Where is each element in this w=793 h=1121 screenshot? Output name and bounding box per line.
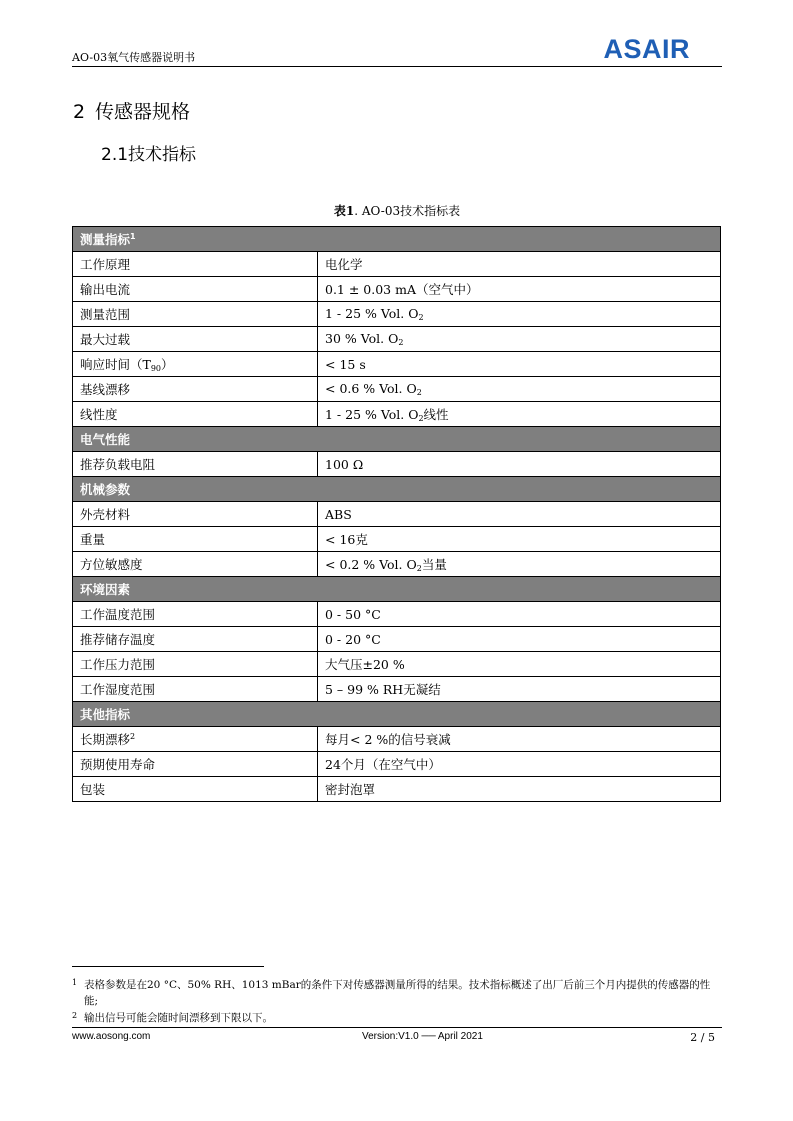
value-text: < 0.6 % Vol. O xyxy=(325,381,417,396)
table-row xyxy=(73,627,721,652)
value-text-end: 当量 xyxy=(421,557,447,572)
footnote-divider xyxy=(72,966,264,967)
label-text: 长期漂移 xyxy=(80,732,131,747)
table-section-header xyxy=(73,477,721,502)
table-caption-label: 表1 xyxy=(333,204,355,218)
row-label: 方位敏感度 xyxy=(73,552,318,577)
table-row xyxy=(73,727,721,752)
value-text-end: 线性 xyxy=(423,407,449,422)
footnote-1 xyxy=(72,977,722,1009)
document-title: AO-03氧气传感器说明书 xyxy=(72,51,196,64)
table-row xyxy=(73,527,721,552)
table-row xyxy=(73,327,721,352)
value-text: 1 - 25 % Vol. O xyxy=(325,306,419,321)
row-label: 重量 xyxy=(73,527,318,552)
footer-version: Version:V1.0 ── April 2021 xyxy=(362,1031,483,1042)
row-value: 0.1 ± 0.03 mA（空气中） xyxy=(318,277,721,302)
table-row xyxy=(73,277,721,302)
section-heading xyxy=(73,97,190,124)
header-divider xyxy=(72,66,722,67)
table-section-header xyxy=(73,702,721,727)
row-label: 基线漂移 xyxy=(73,377,318,402)
subscript: 90 xyxy=(150,364,162,373)
section-title-electrical: 电气性能 xyxy=(73,427,721,452)
row-label: 工作湿度范围 xyxy=(73,677,318,702)
footnote-ref-1: 1 xyxy=(130,231,136,241)
footnote-marker: 1 xyxy=(72,978,78,987)
row-label: 包装 xyxy=(73,777,318,802)
footer-website: www.aosong.com xyxy=(72,1031,151,1042)
table-row xyxy=(73,452,721,477)
row-label: 推荐储存温度 xyxy=(73,627,318,652)
row-label: 工作温度范围 xyxy=(73,602,318,627)
footnote-text: 输出信号可能会随时间漂移到下限以下。 xyxy=(84,1012,273,1024)
row-label: 最大过载 xyxy=(73,327,318,352)
footnote-ref-2: 2 xyxy=(130,731,136,741)
table-row xyxy=(73,352,721,377)
row-value: 100 Ω xyxy=(318,452,721,477)
subscript: 2 xyxy=(418,313,424,322)
table-section-header xyxy=(73,427,721,452)
table-row xyxy=(73,377,721,402)
row-value xyxy=(318,402,721,427)
row-value xyxy=(318,552,721,577)
label-text-end: ） xyxy=(161,357,174,372)
subscript: 2 xyxy=(416,388,422,397)
row-label: 工作原理 xyxy=(73,252,318,277)
footnote-marker: 2 xyxy=(72,1011,78,1020)
row-value: 大气压±20 % xyxy=(318,652,721,677)
row-label xyxy=(73,352,318,377)
row-value xyxy=(318,327,721,352)
row-label: 外壳材料 xyxy=(73,502,318,527)
section-title-environment: 环境因素 xyxy=(73,577,721,602)
section-title: 传感器规格 xyxy=(95,101,191,123)
row-label: 推荐负载电阻 xyxy=(73,452,318,477)
section-title-mechanical: 机械参数 xyxy=(73,477,721,502)
row-value: 0 - 50 °C xyxy=(318,602,721,627)
subscript: 2 xyxy=(418,414,424,423)
table-row xyxy=(73,502,721,527)
table-row xyxy=(73,652,721,677)
row-label: 预期使用寿命 xyxy=(73,752,318,777)
row-value: ABS xyxy=(318,502,721,527)
row-label: 测量范围 xyxy=(73,302,318,327)
row-value: 密封泡罩 xyxy=(318,777,721,802)
row-value xyxy=(318,377,721,402)
value-text: < 0.2 % Vol. O xyxy=(325,557,417,572)
table-row xyxy=(73,752,721,777)
table-row xyxy=(73,552,721,577)
section-title-measure: 测量指标 xyxy=(80,232,131,247)
subsection-heading: 2.1技术指标 xyxy=(101,145,197,165)
row-value: 每月< 2 %的信号衰减 xyxy=(318,727,721,752)
row-value: 5 – 99 % RH无凝结 xyxy=(318,677,721,702)
row-value: < 16克 xyxy=(318,527,721,552)
footer-divider xyxy=(72,1027,722,1028)
spec-table xyxy=(72,226,721,802)
label-text: 响应时间（T xyxy=(80,357,151,372)
table-section-header xyxy=(73,227,721,252)
row-value: < 15 s xyxy=(318,352,721,377)
value-text: 30 % Vol. O xyxy=(325,331,399,346)
brand-logo: ASAIR xyxy=(603,34,690,64)
row-value xyxy=(318,302,721,327)
table-row xyxy=(73,402,721,427)
row-value: 24个月（在空气中） xyxy=(318,752,721,777)
page-number: 2 / 5 xyxy=(690,1031,715,1044)
row-label: 输出电流 xyxy=(73,277,318,302)
table-section-header xyxy=(73,577,721,602)
row-value: 0 - 20 °C xyxy=(318,627,721,652)
section-number: 2 xyxy=(73,101,86,123)
footnote-2 xyxy=(72,1010,722,1026)
table-row xyxy=(73,602,721,627)
section-title-other: 其他指标 xyxy=(73,702,721,727)
table-row xyxy=(73,252,721,277)
subscript: 2 xyxy=(398,338,404,347)
row-label xyxy=(73,727,318,752)
row-value: 电化学 xyxy=(318,252,721,277)
table-row xyxy=(73,677,721,702)
row-label: 线性度 xyxy=(73,402,318,427)
table-caption xyxy=(72,202,722,219)
subscript: 2 xyxy=(416,564,422,573)
table-row xyxy=(73,302,721,327)
table-caption-text: . AO-03技术指标表 xyxy=(354,204,461,218)
footnote-text: 表格参数是在20 °C、50% RH、1013 mBar的条件下对传感器测量所得的结果。技术指标概述了出厂后前三个月内提供的传感器的性能; xyxy=(84,979,711,1007)
row-label: 工作压力范围 xyxy=(73,652,318,677)
value-text: 1 - 25 % Vol. O xyxy=(325,407,419,422)
table-row xyxy=(73,777,721,802)
